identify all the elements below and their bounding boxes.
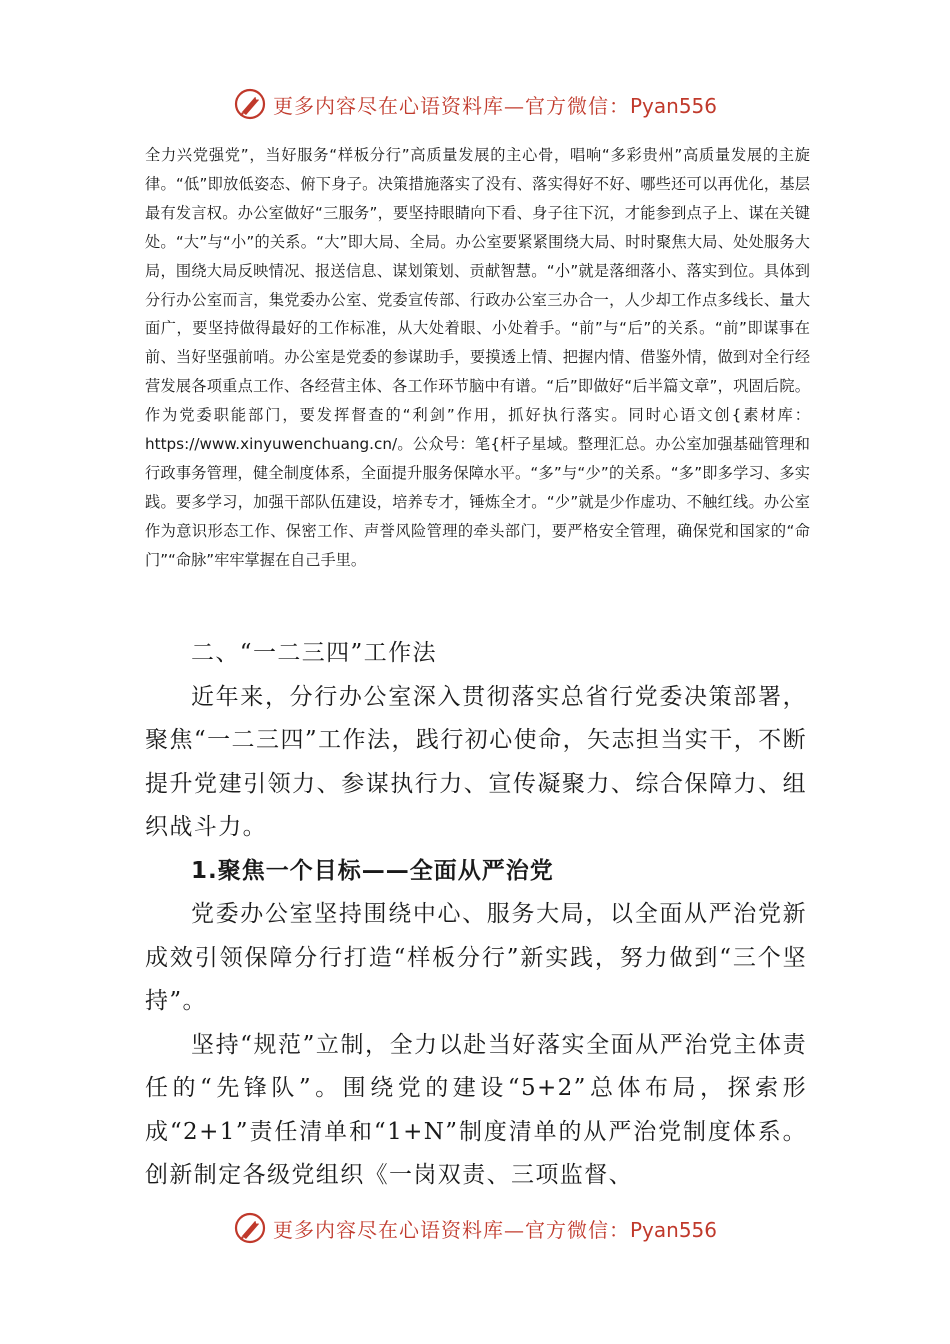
wechat-id: Pyan556 [629,1217,717,1242]
paragraph-1: 党委办公室坚持围绕中心、服务大局，以全面从严治党新成效引领保障分行打造“样板分行”新实践，努力做到“三个坚持”。 [145,901,807,1014]
section-heading: 二、“一二三四”工作法 [191,640,437,666]
small-text-paragraph: 全力兴党强党”，当好服务“样板分行”高质量发展的主心骨，唱响“多彩贵州”高质量发展的主旋律。“低”即放低姿态、俯下身子。决策措施落实了没有、落实得好不好、哪些还可以再优化，基层最有发言权。办公室做好“三服务”，要坚持眼睛向下看、身子往下沉，才能参到点子上、谋在关键处。“大”与“小”的关系。“大”即大局、全局。办公室要紧紧围绕大局、时时聚焦大局、处处服务大局，围绕大局反映情况、报送信息、谋划策划、贡献智慧。“小”就是落细落小、落实到位。具体到分行办公室而言，集党委办公室、党委宣传部、行政办公室三办合一，人少却工作点多线长、量大面广，要坚持做得最好的工作标准，从大处着眼、小处着手。“前”与“后”的关系。“前”即谋事在前、当好坚强前哨。办公室是党委的参谋助手，要摸透上情、把握内情、借鉴外情，做到对全行经营发展各项重点工作、各经营主体、各工作环节脑中有谱。“后”即做好“后半篇文章”，巩固后院。作为党委职能部门，要发挥督查的“利剑”作用，抓好执行落实。同时心语文创{素材库：https://www.xinyuwenchuang.cn/。公众号：笔{杆子星域。整理汇总。办公室加强基础管理和行政事务管理，健全制度体系，全面提升服务保障水平。“多”与“少”的关系。“多”即多学习、多实践。要多学习，加强干部队伍建设，培养专才，锤炼全才。“少”就是少作虚功、不触红线。办公室作为意识形态工作、保密工作、声誉风险管理的牵头部门，要严格安全管理，确保党和国家的“命门”“命脉”牢牢掌握在自己手里。 [145,146,810,569]
wechat-id: Pyan556 [629,93,717,118]
pen-nib-logo-icon [233,1211,267,1245]
intro-paragraph: 近年来，分行办公室深入贯彻落实总省行党委决策部署，聚焦“一二三四”工作法，践行初心使命，矢志担当实干，不断提升党建引领力、参谋执行力、宣传凝聚力、综合保障力、组织战斗力。 [145,683,807,840]
header-banner-text: 更多内容尽在心语资料库—官方微信：Pyan556 [272,93,717,118]
header-banner [0,84,950,124]
footer-banner [0,1208,950,1248]
subheading-1: 1.聚焦一个目标——全面从严治党 [191,857,554,884]
footer-banner-text: 更多内容尽在心语资料库—官方微信：Pyan556 [272,1217,717,1242]
paragraph-2: 坚持“规范”立制，全力以赴当好落实全面从严治党主体责任的“先锋队”。围绕党的建设“5+2”总体布局，探索形成“2+1”责任清单和“1+N”制度清单的从严治党制度体系。创新制定各级党组织《一岗双责、三项监督、 [145,1031,807,1188]
pen-nib-logo-icon [233,87,267,121]
main-body [145,632,807,1198]
